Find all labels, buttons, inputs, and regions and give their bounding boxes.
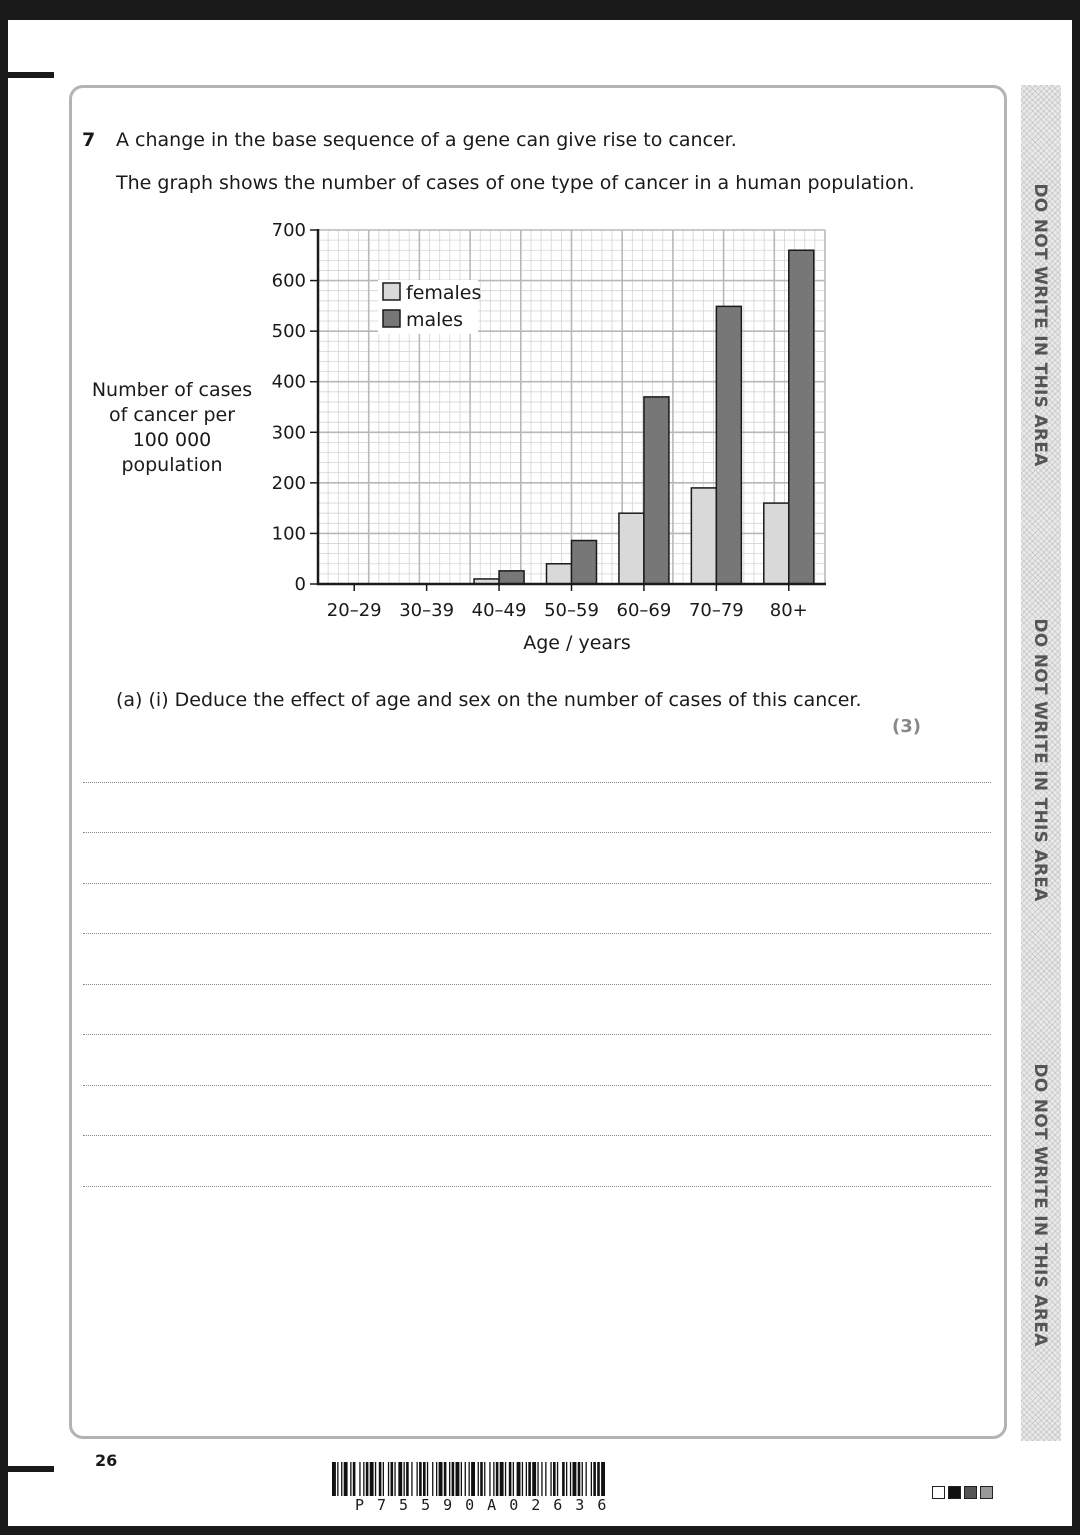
x-tick-label: 70–79 xyxy=(688,600,744,621)
x-tick-label: 30–39 xyxy=(399,600,455,621)
barcode-bar xyxy=(337,1462,338,1496)
barcode-bar xyxy=(566,1462,567,1496)
barcode-bar xyxy=(593,1462,596,1496)
barcode-bar xyxy=(394,1462,395,1496)
barcode-bar xyxy=(359,1462,360,1496)
barcode-bar xyxy=(469,1462,470,1496)
answer-line[interactable] xyxy=(83,782,991,783)
barcode-bar xyxy=(509,1462,512,1496)
barcode-bar xyxy=(423,1462,426,1496)
bar-females-70–79 xyxy=(691,488,716,584)
barcode-bar xyxy=(478,1462,479,1496)
barcode-bar xyxy=(493,1462,494,1496)
barcode-bar xyxy=(379,1462,382,1496)
barcode-bar xyxy=(456,1462,460,1496)
chart-legend xyxy=(378,280,481,334)
barcode-bar xyxy=(484,1462,485,1496)
y-tick-label: 700 xyxy=(271,220,306,241)
bar-females-50–59 xyxy=(547,564,572,584)
answer-line[interactable] xyxy=(83,984,991,985)
barcode-bar xyxy=(562,1462,565,1496)
page-number: 26 xyxy=(95,1451,118,1470)
barcode-bar xyxy=(439,1462,443,1496)
barcode-bar xyxy=(528,1462,531,1496)
barcode-bar xyxy=(419,1462,422,1496)
marks-available: (3) xyxy=(892,716,921,737)
barcode-bar xyxy=(480,1462,483,1496)
question-number: 7 xyxy=(82,129,96,151)
barcode-bar xyxy=(500,1462,504,1496)
page-marker-square xyxy=(948,1486,961,1499)
barcode-bar xyxy=(341,1462,342,1496)
part-a-question: (a) (i) Deduce the effect of age and sex on the number of cases of this cancer. xyxy=(116,689,862,711)
bar-males-60–69 xyxy=(644,397,669,584)
barcode-bar xyxy=(417,1462,418,1496)
barcode-bar xyxy=(541,1462,542,1496)
barcode-bar xyxy=(344,1462,348,1496)
barcode-bar xyxy=(573,1462,577,1496)
barcode-bar xyxy=(537,1462,538,1496)
margin-warning: DO NOT WRITE IN THIS AREA xyxy=(1030,1063,1050,1347)
barcode-bar xyxy=(411,1462,412,1496)
barcode-bar xyxy=(517,1462,521,1496)
barcode-bar xyxy=(353,1462,356,1496)
barcode-bar xyxy=(461,1462,462,1496)
barcode-bar xyxy=(597,1462,600,1496)
legend-label-males: males xyxy=(406,309,464,331)
answer-line[interactable] xyxy=(83,933,991,934)
answer-line[interactable] xyxy=(83,832,991,833)
barcode-bar xyxy=(449,1462,450,1496)
barcode-bar xyxy=(398,1462,402,1496)
barcode-bar xyxy=(388,1462,389,1496)
barcode-bar xyxy=(586,1462,587,1496)
barcode-bar xyxy=(427,1462,428,1496)
answer-line[interactable] xyxy=(83,1085,991,1086)
barcode-bar xyxy=(545,1462,546,1496)
barcode-bar xyxy=(406,1462,409,1496)
barcode-bar xyxy=(465,1462,466,1496)
bar-females-60–69 xyxy=(619,513,644,584)
barcode-bar xyxy=(363,1462,364,1496)
barcode-bar xyxy=(513,1462,514,1496)
barcode-bar xyxy=(366,1462,369,1496)
answer-line[interactable] xyxy=(83,1135,991,1136)
answer-line[interactable] xyxy=(83,883,991,884)
y-label-line: of cancer per xyxy=(108,404,236,426)
barcode-bar xyxy=(522,1462,523,1496)
bar-females-80+ xyxy=(764,503,789,584)
barcode-bar xyxy=(436,1462,437,1496)
y-tick-label: 400 xyxy=(271,371,306,393)
answer-line[interactable] xyxy=(83,1186,991,1187)
barcode-bar xyxy=(505,1462,506,1496)
barcode-bar xyxy=(550,1462,551,1496)
barcode-bar xyxy=(496,1462,499,1496)
barcode-bar xyxy=(526,1462,527,1496)
y-tick-label: 0 xyxy=(294,574,306,595)
barcode-bar xyxy=(591,1462,592,1496)
x-tick-label: 50–59 xyxy=(544,600,599,621)
x-tick-label: 20–29 xyxy=(326,600,382,621)
barcode-bar xyxy=(391,1462,394,1496)
x-tick-label: 80+ xyxy=(769,600,808,621)
y-label-line: Number of cases xyxy=(91,379,253,401)
page-marker-square xyxy=(932,1486,945,1499)
y-tick-label: 500 xyxy=(271,321,306,343)
barcode-bar xyxy=(432,1462,433,1496)
y-tick-label: 300 xyxy=(271,422,306,444)
legend-swatch-females xyxy=(383,283,400,300)
barcode-bar xyxy=(332,1462,336,1496)
barcode-bar xyxy=(532,1462,536,1496)
x-tick-label: 60–69 xyxy=(616,600,672,621)
margin-warning: DO NOT WRITE IN THIS AREA xyxy=(1030,183,1050,467)
barcode-bar xyxy=(404,1462,405,1496)
bar-males-70–79 xyxy=(716,306,741,584)
y-label-line: 100 000 population xyxy=(121,429,223,476)
cancer-cases-bar-chart xyxy=(0,0,1080,700)
question-intro: A change in the base sequence of a gene can give rise to cancer. xyxy=(116,129,737,151)
x-tick-label: 40–49 xyxy=(471,600,527,621)
barcode-bar xyxy=(570,1462,571,1496)
y-tick-label: 600 xyxy=(271,270,306,292)
barcode-bar xyxy=(375,1462,376,1496)
barcode xyxy=(332,1462,748,1496)
bar-males-40–49 xyxy=(499,571,524,584)
y-tick-label: 200 xyxy=(271,472,306,494)
question-graph-description: The graph shows the number of cases of one type of cancer in a human population. xyxy=(116,172,915,194)
margin-warning: DO NOT WRITE IN THIS AREA xyxy=(1030,618,1050,902)
bar-males-50–59 xyxy=(572,541,597,584)
barcode-text: P75590A02636 xyxy=(355,1496,620,1514)
barcode-bar xyxy=(601,1462,605,1496)
barcode-bar xyxy=(350,1462,351,1496)
barcode-bar xyxy=(444,1462,447,1496)
legend-label-females: females xyxy=(406,282,482,304)
barcode-bar xyxy=(557,1462,558,1496)
page-marker-square xyxy=(980,1486,993,1499)
page-marker-square xyxy=(964,1486,977,1499)
barcode-bar xyxy=(553,1462,556,1496)
barcode-bar xyxy=(452,1462,455,1496)
barcode-bar xyxy=(578,1462,581,1496)
bar-males-80+ xyxy=(789,250,814,584)
barcode-bar xyxy=(383,1462,384,1496)
barcode-bar xyxy=(489,1462,490,1496)
barcode-bar xyxy=(370,1462,374,1496)
answer-line[interactable] xyxy=(83,1034,991,1035)
barcode-bar xyxy=(471,1462,475,1496)
page-edge-mark xyxy=(8,1466,54,1472)
chart-x-axis-label: Age / years xyxy=(523,632,631,654)
barcode-bar xyxy=(582,1462,583,1496)
y-tick-label: 100 xyxy=(271,523,306,545)
legend-swatch-males xyxy=(383,310,400,327)
